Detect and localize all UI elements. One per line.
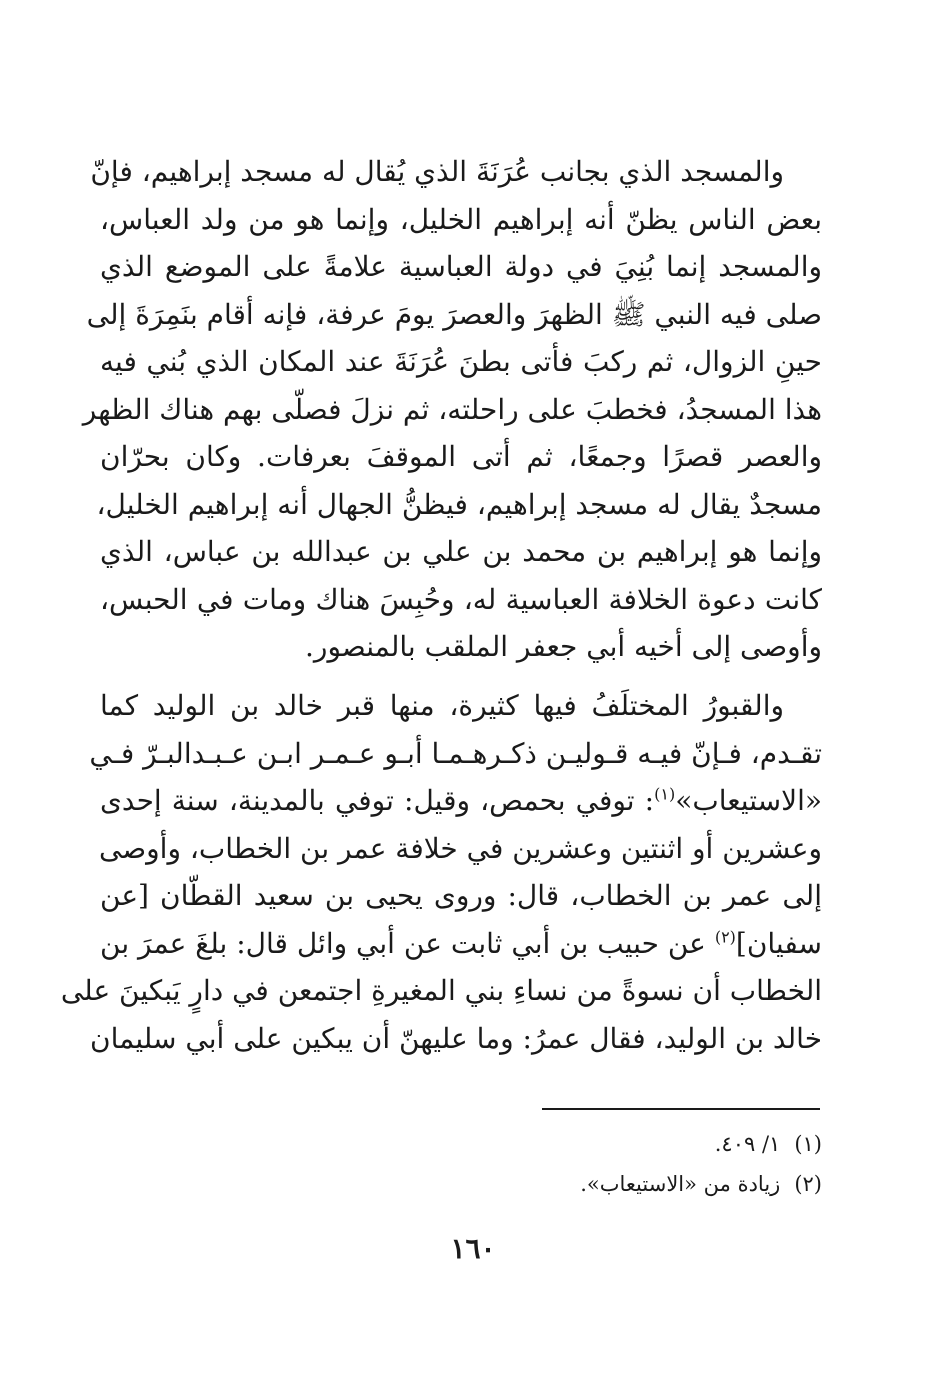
footnote-text: ١/ ٤٠٩.	[714, 1132, 781, 1156]
footnote-1	[100, 1124, 822, 1164]
text-line: الخطاب أن نسوةً من نساءِ بني المغيرةِ اجتمعن في دارٍ يَبكينَ على	[60, 974, 822, 1007]
text-line: والمسجد الذي بجانب عُرَنَةَ الذي يُقال له مسجد إبراهيم، فإنّ	[90, 155, 784, 188]
footnote-2	[100, 1164, 822, 1204]
text-fragment: : توفي بحمص، وقيل: توفي بالمدينة، سنة إحدى	[100, 784, 655, 817]
text-fragment: سفيان]	[735, 926, 822, 960]
footnote-text: زيادة من «الاستيعاب».	[580, 1172, 781, 1196]
paragraph-2	[60, 682, 822, 1062]
text-line: هذا المسجدُ، فخطبَ على راحلته، ثم نزلَ فصلّى بهم هناك الظهر	[82, 392, 822, 426]
text-line: تقـدم، فـإنّ فيـه قـوليـن ذكـرهـمـا أبـو عـمـر ابـن عـبـدالبـرّ فـي	[89, 736, 822, 770]
footnote-ref-2[interactable]: (٢)	[714, 927, 736, 947]
text-line: حينِ الزوال، ثم ركبَ فأتى بطنَ عُرَنَةَ عند المكان الذي بُني فيه	[100, 345, 822, 378]
text-line: وإنما هو إبراهيم بن محمد بن علي بن عبدالله بن عباس، الذي	[100, 535, 822, 568]
text-line: مسجدٌ يقال له مسجد إبراهيم، فيظنُّ الجهال أنه إبراهيم الخليل،	[96, 487, 822, 521]
page-number: ١٦٠	[450, 1232, 496, 1265]
text-line: كانت دعوة الخلافة العباسية له، وحُبِسَ هناك ومات في الحبس،	[100, 582, 822, 616]
footnotes	[100, 1124, 822, 1204]
text-fragment: عن حبيب بن أبي ثابت عن أبي وائل قال: بلغَ عمرَ بن	[100, 926, 715, 960]
footnote-number: (٢)	[794, 1172, 822, 1196]
text-fragment: «الاستيعاب»	[675, 784, 822, 817]
text-line: إلى عمر بن الخطاب، قال: وروى يحيى بن سعيد القطّان [عن	[100, 879, 822, 912]
text-line	[100, 920, 822, 968]
text-line: وأوصى إلى أخيه أبي جعفر الملقب بالمنصور.	[305, 630, 822, 663]
text-line: والقبورُ المختلَفُ فيها كثيرة، منها قبر خالد بن الوليد كما	[100, 689, 784, 722]
paragraph-1	[82, 148, 822, 671]
footnote-divider	[542, 1108, 820, 1110]
footnote-number: (١)	[794, 1132, 822, 1156]
text-line: خالد بن الوليد، فقال عمرُ: وما عليهنّ أن يبكين على أبي سليمان	[90, 1021, 822, 1055]
text-line: والمسجد إنما بُنِيَ في دولة العباسية علامةً على الموضع الذي	[100, 250, 822, 283]
text-line: بعض الناس يظنّ أنه إبراهيم الخليل، وإنما هو من ولد العباس،	[100, 202, 822, 236]
text-line: والعصر قصرًا وجمعًا، ثم أتى الموقفَ بعرفات. وكان بحرّان	[100, 440, 822, 473]
text-line: صلى فيه النبي ﷺ الظهرَ والعصرَ يومَ عرفة، فإنه أقام بنَمِرَةَ إلى	[86, 297, 822, 331]
footnote-ref-1[interactable]: (١)	[654, 784, 676, 804]
text-line: وعشرين أو اثنتين وعشرين في خلافة عمر بن الخطاب، وأوصى	[99, 831, 822, 865]
text-line	[100, 777, 822, 825]
